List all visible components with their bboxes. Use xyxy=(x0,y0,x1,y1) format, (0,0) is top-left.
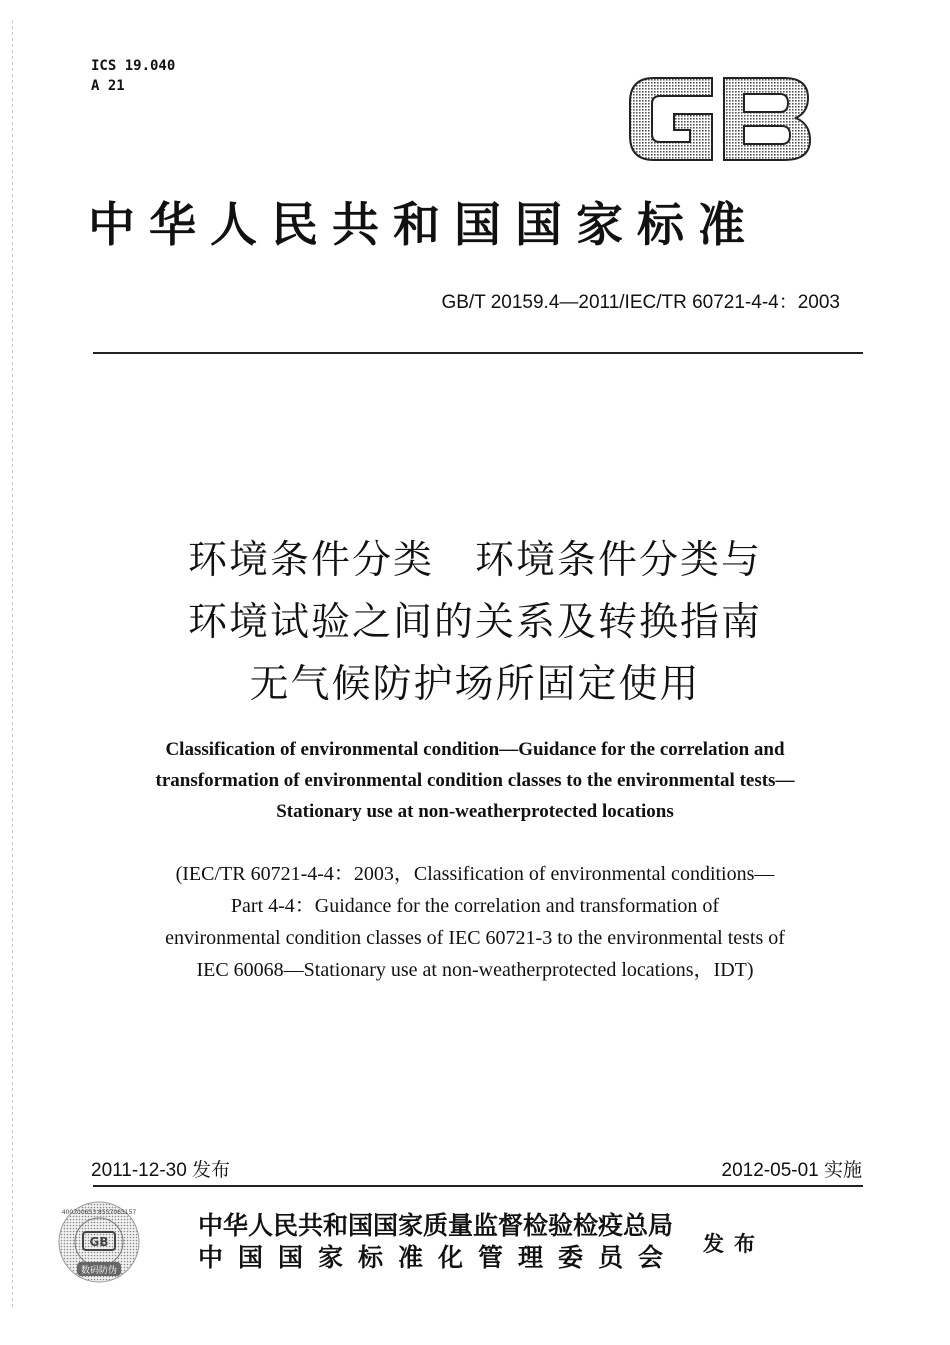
publisher-sac: 中国国家标准化管理委员会 xyxy=(198,1243,679,1272)
seal-ring-text: 400700653 8557063157 xyxy=(61,1209,137,1216)
english-title xyxy=(0,734,950,827)
national-standard-title: 中华人民共和国国家标准 xyxy=(88,198,759,253)
gb-logo xyxy=(624,70,814,168)
chinese-title xyxy=(0,530,950,716)
chinese-title-line: 无气候防护场所固定使用 xyxy=(249,662,701,707)
english-title-line: Stationary use at non-weatherprotected locations xyxy=(276,801,674,822)
seal-logo-text: GB xyxy=(89,1235,109,1249)
anti-counterfeit-seal-icon xyxy=(57,1200,141,1284)
publish-label: 发布 xyxy=(703,1232,765,1256)
iec-reference xyxy=(0,858,950,986)
publisher-aqsiq: 中华人民共和国国家质量监督检验检疫总局 xyxy=(198,1211,674,1240)
standard-number: GB/T 20159.4—2011/IEC/TR 60721-4-4：2003 xyxy=(441,292,840,313)
implementation-date: 2012-05-01 实施 xyxy=(721,1160,862,1181)
iec-reference-line: environmental condition classes of IEC 60721-3 to the environmental tests of xyxy=(165,927,785,949)
ccs-code: A 21 xyxy=(91,78,125,94)
seal-label: 数码防伪 xyxy=(80,1266,118,1276)
chinese-title-line: 环境试验之间的关系及转换指南 xyxy=(187,600,762,645)
iec-reference-line: IEC 60068—Stationary use at non-weatherprotected locations，IDT) xyxy=(196,959,754,981)
bottom-divider xyxy=(93,1185,863,1187)
gb-logo-text: GB xyxy=(719,130,721,131)
top-divider xyxy=(93,352,863,354)
chinese-title-line: 环境条件分类 环境条件分类与 xyxy=(187,538,762,583)
iec-reference-line: (IEC/TR 60721-4-4：2003，Classification of environmental conditions— xyxy=(175,863,775,885)
ics-code: ICS 19.040 xyxy=(91,58,176,74)
publishing-authorities xyxy=(198,1210,678,1274)
english-title-line: transformation of environmental condition classes to the environmental tests— xyxy=(155,770,795,791)
classification-codes xyxy=(91,56,175,96)
english-title-line: Classification of environmental condition—Guidance for the correlation and xyxy=(165,739,785,760)
iec-reference-line: Part 4-4：Guidance for the correlation and transformation of xyxy=(230,895,720,917)
issue-date: 2011-12-30 发布 xyxy=(91,1160,231,1181)
